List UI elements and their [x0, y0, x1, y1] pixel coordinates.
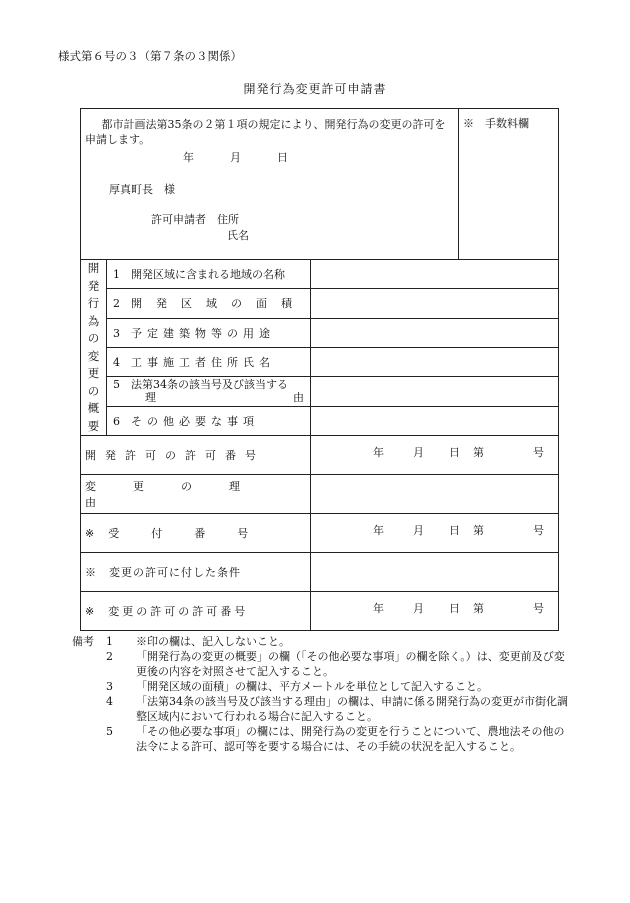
fee-label: ※ 手数料欄	[463, 117, 530, 130]
permit-number-value[interactable]: 年 月 日 第 号	[311, 436, 559, 475]
overview-value-other[interactable]	[311, 406, 559, 435]
application-body-cell	[81, 109, 459, 260]
application-date[interactable]: 年 月 日	[183, 151, 288, 164]
overview-value-building-use[interactable]	[311, 318, 559, 347]
addressee: 厚真町長 様	[109, 183, 175, 196]
note-1: 備考 1 ※印の欄は、記入しないこと。	[72, 635, 290, 648]
overview-value-article34[interactable]	[311, 377, 559, 406]
overview-item-building-use: 3 予定建築物等の用途	[107, 318, 311, 347]
overview-value-area-name[interactable]	[311, 260, 559, 289]
reason-label: 変更の理由	[81, 475, 311, 514]
receipt-number-value[interactable]: 年 月 日 第 号	[311, 514, 559, 553]
applicant-address-label[interactable]: 許可申請者 住所	[151, 213, 239, 226]
conditions-value[interactable]	[311, 553, 559, 592]
overview-item-article34: 5 法第34条の該当号及び該当する 理 由	[107, 377, 311, 406]
intro-text: 都市計画法第35条の２第１項の規定により、開発行為の変更の許可を申請します。	[85, 118, 446, 146]
permit-number-label: 開発許可の許可番号	[81, 436, 311, 475]
note-5: 5 「その他必要な事項」の欄には、開発行為の変更を行うことについて、農地法その他の法令による許可、認可等を要する場合には、その手続の状況を記入すること。	[106, 725, 565, 753]
conditions-label: ※ 変更の許可に付した条件	[81, 553, 311, 592]
fee-cell	[459, 109, 559, 260]
reason-value[interactable]	[311, 475, 559, 514]
overview-item-other: 6 その他必要な事項	[107, 406, 311, 435]
note-2: 2 「開発行為の変更の概要」の欄（「その他必要な事項」の欄を除く。）は、変更前及び変更後の内容を対照させて記入すること。	[106, 650, 565, 678]
overview-item-area-name: 1 開発区域に含まれる地域の名称	[107, 260, 311, 289]
receipt-number-label: ※ 受付番号	[81, 514, 311, 553]
change-permit-number-value[interactable]: 年 月 日 第 号	[311, 592, 559, 631]
overview-value-area-size[interactable]	[311, 289, 559, 318]
overview-vertical-label: 開発行為の変更の概要	[81, 260, 107, 436]
note-3: 3 「開発区域の面積」の欄は、平方メートルを単位として記入すること。	[106, 680, 488, 693]
note-4: 4 「法第34条の該当号及び該当する理由」の欄は、申請に係る開発行為の変更が市街化調整区域内において行われる場合に記入すること。	[106, 695, 568, 723]
form-reference: 様式第６号の３（第７条の３関係）	[58, 49, 242, 63]
applicant-name-label[interactable]: 氏名	[227, 229, 249, 242]
overview-item-area-size: 2 開発区域の面積	[107, 289, 311, 318]
notes	[72, 634, 572, 754]
overview-item-contractor: 4 工事施工者住所氏名	[107, 347, 311, 376]
form-title: 開発行為変更許可申請書	[243, 82, 387, 96]
overview-value-contractor[interactable]	[311, 347, 559, 376]
application-table	[80, 108, 559, 631]
change-permit-number-label: ※ 変更の許可の許可番号	[81, 592, 311, 631]
